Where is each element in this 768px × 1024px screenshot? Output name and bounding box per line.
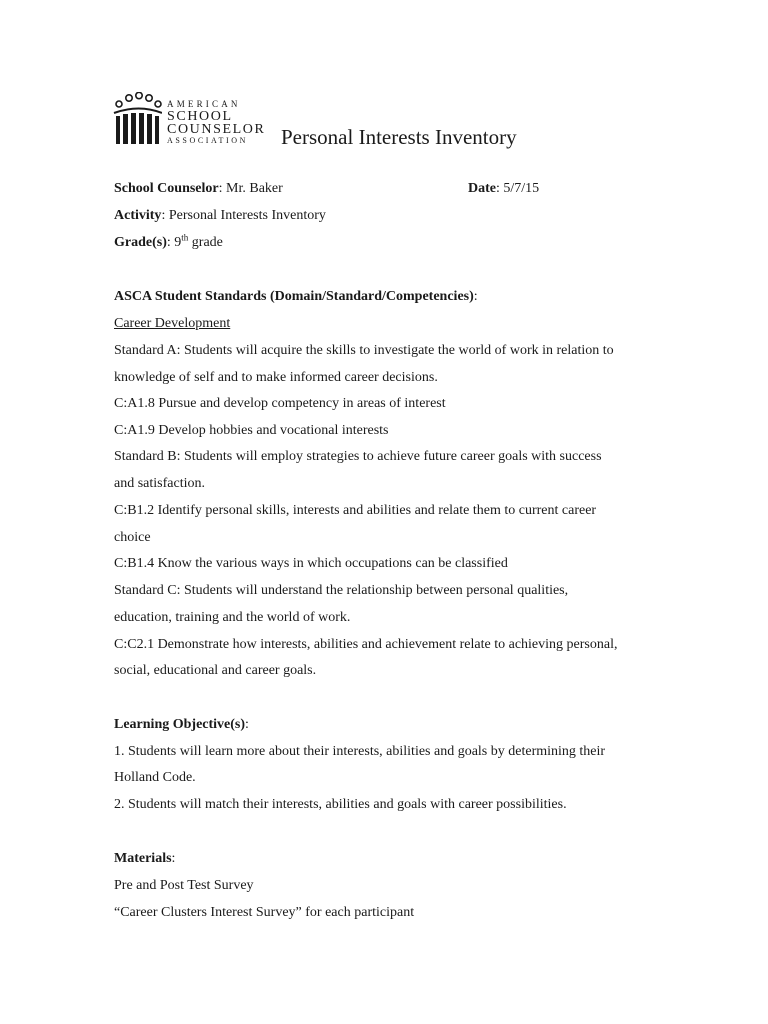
objectives-heading [114,716,249,734]
logo-line-school: SCHOOL [167,109,233,124]
grade-row [114,234,223,252]
standards-domain: Career Development [114,316,231,331]
page-title: Personal Interests Inventory [281,125,517,149]
materials-heading [114,850,175,868]
standards-line: C:A1.9 Develop hobbies and vocational interests [114,423,389,438]
asca-wordmark [167,100,265,147]
objectives-heading-text: Learning Objective(s) [114,717,246,732]
date-label: Date [468,181,496,196]
grade-prefix: : 9 [166,235,182,250]
standards-heading [114,288,478,306]
objectives-heading-colon: : [245,717,249,732]
material-line: Pre and Post Test Survey [114,878,254,893]
standards-line: C:A1.8 Pursue and develop competency in areas of interest [114,396,446,411]
standards-line: C:B1.2 Identify personal skills, interests and abilities and relate them to current career [114,503,597,518]
asca-figures-icon [112,92,162,146]
standards-line: and satisfaction. [114,476,205,491]
activity-value: : Personal Interests Inventory [161,208,326,223]
objective-line: Holland Code. [114,770,196,785]
standards-line: choice [114,530,151,545]
counselor-label: School Counselor [114,181,219,196]
date-value: : 5/7/15 [496,181,540,196]
standards-line: Standard C: Students will understand the relationship between personal qualities, [114,583,569,598]
objective-line: 1. Students will learn more about their interests, abilities and goals by determining their [114,744,606,759]
logo-line-association: ASSOCIATION [167,136,249,145]
standards-line: social, educational and career goals. [114,663,317,678]
asca-logo [112,92,266,148]
standards-line: C:C2.1 Demonstrate how interests, abilities and achievement relate to achieving personal, [114,637,618,652]
standards-line: education, training and the world of work. [114,610,351,625]
material-line: “Career Clusters Interest Survey” for each participant [114,905,415,920]
standards-line: Standard A: Students will acquire the skills to investigate the world of work in relation to [114,343,614,358]
standards-line: C:B1.4 Know the various ways in which occupations can be classified [114,556,508,571]
date-row [468,180,539,198]
counselor-value: : Mr. Baker [218,181,283,196]
standards-line: Standard B: Students will employ strategies to achieve future career goals with success [114,449,602,464]
materials-heading-colon: : [171,851,176,866]
counselor-row [114,180,283,198]
grade-suffix: grade [188,235,223,250]
logo-line-counselor: COUNSELOR [167,122,266,137]
objective-line: 2. Students will match their interests, abilities and goals with career possibilities. [114,797,567,812]
activity-row [114,207,326,225]
standards-line: knowledge of self and to make informed career decisions. [114,370,438,385]
grade-superscript: th [181,232,189,243]
activity-label: Activity [114,208,162,223]
standards-heading-text: ASCA Student Standards (Domain/Standard/Competencies) [114,289,474,304]
materials-heading-text: Materials [114,851,172,866]
standards-heading-colon: : [473,289,478,304]
logo-line-american: AMERICAN [167,99,241,109]
grade-label: Grade(s) [114,235,167,250]
